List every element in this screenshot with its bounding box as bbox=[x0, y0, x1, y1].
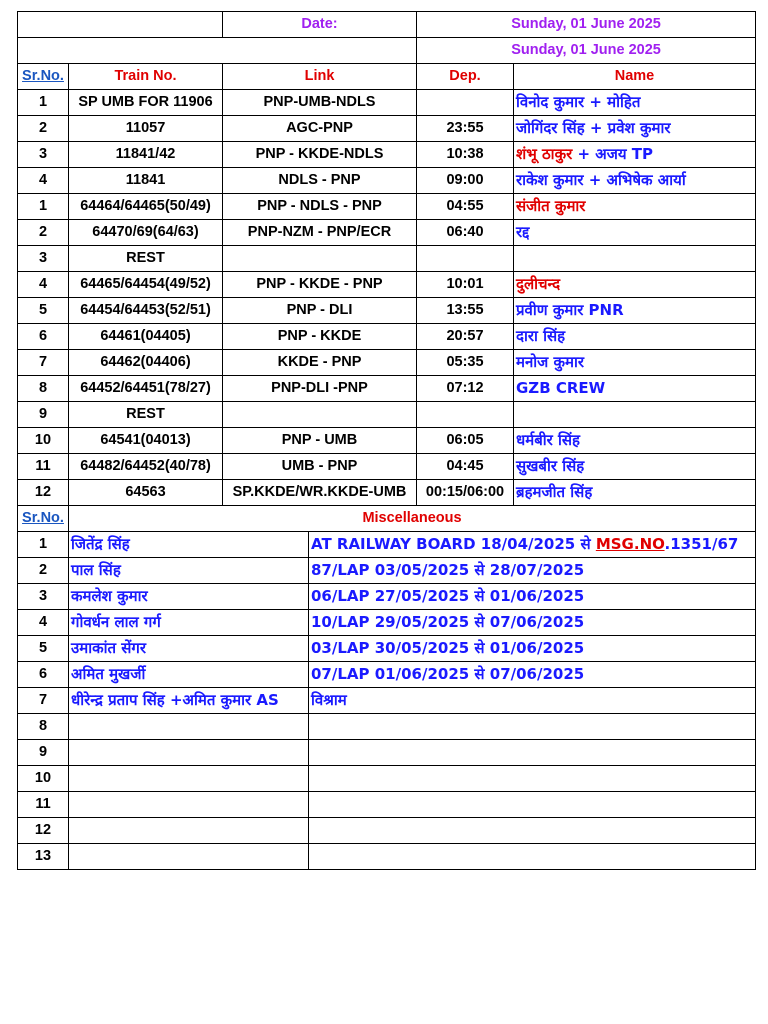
misc-detail-cell: 10/LAP 29/05/2025 से 07/06/2025 bbox=[309, 610, 756, 636]
name-cell: रद्द bbox=[514, 220, 756, 246]
name-cell: विनोद कुमार + मोहित bbox=[514, 90, 756, 116]
misc-detail-cell: 87/LAP 03/05/2025 से 28/07/2025 bbox=[309, 558, 756, 584]
date-label: Date: bbox=[223, 12, 417, 38]
name-part-red: शंभू ठाकुर bbox=[516, 145, 573, 163]
name-cell bbox=[514, 402, 756, 428]
misc-row bbox=[18, 844, 756, 870]
misc-sr-cell: 3 bbox=[18, 584, 69, 610]
name-cell bbox=[514, 142, 756, 168]
misc-sr-cell: 12 bbox=[18, 818, 69, 844]
srno-header[interactable]: Sr.No. bbox=[18, 64, 69, 90]
link-cell: AGC-PNP bbox=[223, 116, 417, 142]
table-row bbox=[18, 272, 756, 298]
link-cell: PNP-DLI -PNP bbox=[223, 376, 417, 402]
train-cell: REST bbox=[69, 402, 223, 428]
misc-name-cell: उमाकांत सेंगर bbox=[69, 636, 309, 662]
date-value-2: Sunday, 01 June 2025 bbox=[417, 38, 756, 64]
misc-row bbox=[18, 740, 756, 766]
table-row bbox=[18, 376, 756, 402]
misc-row bbox=[18, 558, 756, 584]
misc-detail-cell bbox=[309, 818, 756, 844]
header-row bbox=[18, 64, 756, 90]
link-cell: KKDE - PNP bbox=[223, 350, 417, 376]
train-cell: 11057 bbox=[69, 116, 223, 142]
misc-row bbox=[18, 532, 756, 558]
table-row bbox=[18, 350, 756, 376]
misc-detail-cell bbox=[309, 766, 756, 792]
link-cell: PNP - DLI bbox=[223, 298, 417, 324]
misc-detail-cell: 06/LAP 27/05/2025 से 01/06/2025 bbox=[309, 584, 756, 610]
misc-detail-cell bbox=[309, 740, 756, 766]
sr-cell: 6 bbox=[18, 324, 69, 350]
misc-row bbox=[18, 610, 756, 636]
misc-row bbox=[18, 584, 756, 610]
dep-cell: 04:55 bbox=[417, 194, 514, 220]
misc-row bbox=[18, 636, 756, 662]
table-row bbox=[18, 142, 756, 168]
misc-row bbox=[18, 714, 756, 740]
train-cell: 64482/64452(40/78) bbox=[69, 454, 223, 480]
link-cell: PNP - KKDE - PNP bbox=[223, 272, 417, 298]
name-cell: दारा सिंह bbox=[514, 324, 756, 350]
misc-name-cell: कमलेश कुमार bbox=[69, 584, 309, 610]
table-row bbox=[18, 194, 756, 220]
sr-cell: 5 bbox=[18, 298, 69, 324]
sr-cell: 8 bbox=[18, 376, 69, 402]
dep-cell bbox=[417, 90, 514, 116]
table-row bbox=[18, 324, 756, 350]
misc-row bbox=[18, 766, 756, 792]
date-value: Sunday, 01 June 2025 bbox=[417, 12, 756, 38]
table-row bbox=[18, 298, 756, 324]
dep-cell: 13:55 bbox=[417, 298, 514, 324]
dep-cell: 10:01 bbox=[417, 272, 514, 298]
link-cell: PNP - KKDE-NDLS bbox=[223, 142, 417, 168]
name-cell: राकेश कुमार + अभिषेक आर्या bbox=[514, 168, 756, 194]
misc-detail-cell bbox=[309, 714, 756, 740]
roster-table bbox=[17, 11, 756, 506]
name-cell: GZB CREW bbox=[514, 376, 756, 402]
train-cell: 11841/42 bbox=[69, 142, 223, 168]
sr-cell: 3 bbox=[18, 246, 69, 272]
date-row bbox=[18, 12, 756, 38]
train-cell: 64563 bbox=[69, 480, 223, 506]
dep-cell: 20:57 bbox=[417, 324, 514, 350]
link-cell: NDLS - PNP bbox=[223, 168, 417, 194]
dep-header: Dep. bbox=[417, 64, 514, 90]
sr-cell: 12 bbox=[18, 480, 69, 506]
name-cell bbox=[514, 246, 756, 272]
train-cell: 64462(04406) bbox=[69, 350, 223, 376]
dep-cell: 09:00 bbox=[417, 168, 514, 194]
train-cell: 64452/64451(78/27) bbox=[69, 376, 223, 402]
misc-row bbox=[18, 662, 756, 688]
misc-sr-cell: 8 bbox=[18, 714, 69, 740]
misc-sr-cell: 6 bbox=[18, 662, 69, 688]
name-header: Name bbox=[514, 64, 756, 90]
misc-row bbox=[18, 792, 756, 818]
sr-cell: 4 bbox=[18, 168, 69, 194]
msg-no-link: MSG.NO bbox=[595, 535, 665, 553]
table-row bbox=[18, 168, 756, 194]
misc-name-cell bbox=[69, 844, 309, 870]
misc-sr-cell: 2 bbox=[18, 558, 69, 584]
misc-table bbox=[17, 505, 756, 870]
table-row bbox=[18, 480, 756, 506]
misc-sr-cell: 1 bbox=[18, 532, 69, 558]
misc-detail-cell bbox=[309, 532, 756, 558]
detail-suffix: .1351/67 bbox=[664, 535, 739, 553]
misc-name-cell bbox=[69, 792, 309, 818]
train-header: Train No. bbox=[69, 64, 223, 90]
misc-row bbox=[18, 818, 756, 844]
misc-name-cell bbox=[69, 714, 309, 740]
sr-cell: 2 bbox=[18, 116, 69, 142]
date-row-2 bbox=[18, 38, 756, 64]
sr-cell: 7 bbox=[18, 350, 69, 376]
sr-cell: 1 bbox=[18, 194, 69, 220]
detail-prefix: AT RAILWAY BOARD 18/04/2025 से bbox=[311, 535, 596, 553]
misc-name-cell: धीरेन्द्र प्रताप सिंह +अमित कुमार AS bbox=[69, 688, 309, 714]
dep-cell: 23:55 bbox=[417, 116, 514, 142]
train-cell: 64470/69(64/63) bbox=[69, 220, 223, 246]
misc-name-cell: गोवर्धन लाल गर्ग bbox=[69, 610, 309, 636]
misc-name-cell: अमित मुखर्जी bbox=[69, 662, 309, 688]
dep-cell bbox=[417, 402, 514, 428]
misc-detail-cell: 03/LAP 30/05/2025 से 01/06/2025 bbox=[309, 636, 756, 662]
name-cell: दुलीचन्द bbox=[514, 272, 756, 298]
misc-detail-cell: विश्राम bbox=[309, 688, 756, 714]
misc-sr-cell: 10 bbox=[18, 766, 69, 792]
dep-cell: 04:45 bbox=[417, 454, 514, 480]
dep-cell: 06:40 bbox=[417, 220, 514, 246]
name-cell: प्रवीण कुमार PNR bbox=[514, 298, 756, 324]
link-cell: PNP - KKDE bbox=[223, 324, 417, 350]
table-row bbox=[18, 402, 756, 428]
dep-cell: 06:05 bbox=[417, 428, 514, 454]
train-cell: 64454/64453(52/51) bbox=[69, 298, 223, 324]
misc-name-cell bbox=[69, 818, 309, 844]
name-cell: धर्मबीर सिंह bbox=[514, 428, 756, 454]
dep-cell: 10:38 bbox=[417, 142, 514, 168]
misc-name-cell bbox=[69, 740, 309, 766]
train-cell: SP UMB FOR 11906 bbox=[69, 90, 223, 116]
misc-title: Miscellaneous bbox=[69, 506, 756, 532]
table-row bbox=[18, 454, 756, 480]
misc-detail-cell bbox=[309, 792, 756, 818]
train-cell: REST bbox=[69, 246, 223, 272]
dep-cell bbox=[417, 246, 514, 272]
table-row bbox=[18, 246, 756, 272]
link-cell: UMB - PNP bbox=[223, 454, 417, 480]
sr-cell: 1 bbox=[18, 90, 69, 116]
dep-cell: 05:35 bbox=[417, 350, 514, 376]
sr-cell: 11 bbox=[18, 454, 69, 480]
name-cell: मनोज कुमार bbox=[514, 350, 756, 376]
sr-cell: 4 bbox=[18, 272, 69, 298]
link-cell: PNP-NZM - PNP/ECR bbox=[223, 220, 417, 246]
sr-cell: 2 bbox=[18, 220, 69, 246]
misc-row bbox=[18, 688, 756, 714]
train-cell: 64541(04013) bbox=[69, 428, 223, 454]
misc-sr-cell: 7 bbox=[18, 688, 69, 714]
misc-sr-cell: 11 bbox=[18, 792, 69, 818]
name-cell: ब्रहमजीत सिंह bbox=[514, 480, 756, 506]
misc-name-cell: जितेंद्र सिंह bbox=[69, 532, 309, 558]
train-cell: 64461(04405) bbox=[69, 324, 223, 350]
link-cell: SP.KKDE/WR.KKDE-UMB bbox=[223, 480, 417, 506]
dep-cell: 07:12 bbox=[417, 376, 514, 402]
link-cell: PNP - UMB bbox=[223, 428, 417, 454]
dep-cell: 00:15/06:00 bbox=[417, 480, 514, 506]
misc-srno-header[interactable]: Sr.No. bbox=[18, 506, 69, 532]
misc-name-cell: पाल सिंह bbox=[69, 558, 309, 584]
name-part-blue: + अजय TP bbox=[572, 145, 653, 163]
name-cell: संजीत कुमार bbox=[514, 194, 756, 220]
table-row bbox=[18, 428, 756, 454]
name-cell: सुखबीर सिंह bbox=[514, 454, 756, 480]
sr-cell: 3 bbox=[18, 142, 69, 168]
table-row bbox=[18, 90, 756, 116]
link-cell: PNP-UMB-NDLS bbox=[223, 90, 417, 116]
link-header: Link bbox=[223, 64, 417, 90]
name-cell: जोगिंदर सिंह + प्रवेश कुमार bbox=[514, 116, 756, 142]
misc-sr-cell: 13 bbox=[18, 844, 69, 870]
misc-detail-cell: 07/LAP 01/06/2025 से 07/06/2025 bbox=[309, 662, 756, 688]
link-cell bbox=[223, 402, 417, 428]
table-row bbox=[18, 220, 756, 246]
misc-header-row bbox=[18, 506, 756, 532]
train-cell: 64464/64465(50/49) bbox=[69, 194, 223, 220]
table-row bbox=[18, 116, 756, 142]
link-cell bbox=[223, 246, 417, 272]
misc-sr-cell: 4 bbox=[18, 610, 69, 636]
train-cell: 64465/64454(49/52) bbox=[69, 272, 223, 298]
sr-cell: 9 bbox=[18, 402, 69, 428]
misc-sr-cell: 9 bbox=[18, 740, 69, 766]
link-cell: PNP - NDLS - PNP bbox=[223, 194, 417, 220]
misc-sr-cell: 5 bbox=[18, 636, 69, 662]
misc-detail-cell bbox=[309, 844, 756, 870]
sr-cell: 10 bbox=[18, 428, 69, 454]
train-cell: 11841 bbox=[69, 168, 223, 194]
misc-name-cell bbox=[69, 766, 309, 792]
